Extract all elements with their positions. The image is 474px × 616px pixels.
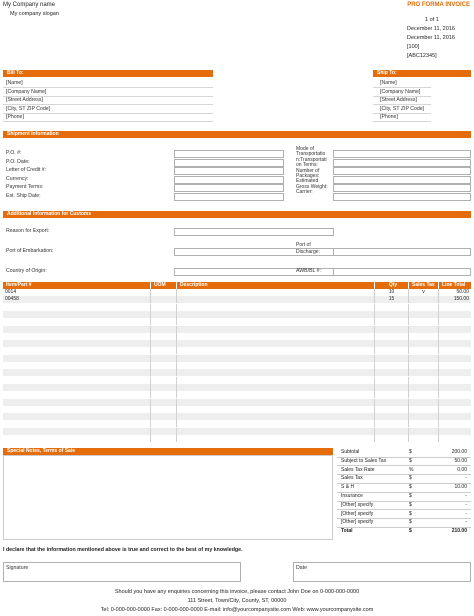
table-row [3, 435, 471, 442]
table-cell-desc[interactable] [177, 399, 375, 406]
col-uom: UOM [151, 282, 177, 289]
ship-to-line: [Name] [380, 80, 397, 86]
shipment-right-label: Estimated [296, 178, 319, 185]
ship-to-line: [Company Name] [380, 88, 421, 95]
totals-row [337, 528, 471, 536]
totals-label: S & H [341, 484, 355, 491]
table-cell-total[interactable] [439, 347, 471, 354]
table-cell-tax[interactable] [409, 377, 439, 384]
totals-value: - [465, 475, 467, 482]
date-field[interactable] [293, 562, 471, 582]
table-cell-desc[interactable] [177, 406, 375, 413]
table-cell-uom[interactable] [151, 362, 177, 369]
table-cell-desc[interactable] [177, 391, 375, 398]
table-cell-uom[interactable] [151, 413, 177, 420]
table-cell-item[interactable] [3, 326, 151, 333]
totals-label: [Other] specify [341, 501, 374, 508]
table-cell-desc[interactable] [177, 362, 375, 369]
table-cell-total[interactable] [439, 362, 471, 369]
table-cell-total[interactable] [439, 384, 471, 391]
col-sales-tax: Sales Tax [409, 282, 439, 289]
customs-right-input[interactable] [333, 268, 471, 276]
notes-header: Special Notes, Terms of Sale [3, 448, 333, 455]
table-cell-uom[interactable] [151, 355, 177, 362]
table-cell-qty[interactable]: 15 [375, 296, 409, 303]
shipment-right-label: Mode of [296, 146, 315, 152]
shipment-right-label: Carrier: [296, 189, 313, 196]
table-cell-qty[interactable] [375, 391, 409, 398]
table-cell-qty[interactable] [375, 399, 409, 406]
totals-label: Sales Tax Rate [341, 466, 375, 473]
table-cell-total[interactable] [439, 435, 471, 442]
totals-value: 50.00 [454, 457, 467, 464]
totals-value: 210.00 [451, 528, 467, 535]
totals-symbol: $ [409, 501, 412, 508]
table-cell-total[interactable] [439, 406, 471, 413]
table-cell-tax[interactable] [409, 428, 439, 435]
customs-label: Reason for Export: [6, 228, 50, 234]
totals-label: Insurance [341, 493, 363, 499]
table-cell-uom[interactable] [151, 391, 177, 398]
ship-to-header: Ship To: [373, 70, 471, 77]
bill-to-line: [Phone] [6, 114, 24, 121]
table-cell-total[interactable] [439, 340, 471, 347]
table-cell-qty[interactable] [375, 420, 409, 427]
totals-value: 200.00 [451, 449, 467, 455]
due-date: December 11, 2016 [407, 35, 455, 41]
declaration-text: I declare that the information mentioned above is true and correct to the best of my knowledge. [3, 547, 243, 553]
totals-value: - [465, 519, 467, 526]
page-number: 1 of 1 [425, 17, 439, 23]
table-cell-item[interactable] [3, 355, 151, 362]
table-row [3, 399, 471, 406]
customs-right-label: Discharge: [296, 249, 320, 255]
totals-value: - [465, 501, 467, 508]
shipment-label: Est. Ship Date: [6, 192, 41, 199]
table-row [3, 406, 471, 413]
table-cell-uom[interactable] [151, 369, 177, 376]
table-cell-item[interactable] [3, 420, 151, 427]
shipment-label: Payment Terms: [6, 184, 44, 190]
table-cell-total[interactable] [439, 333, 471, 340]
table-cell-qty[interactable]: 10 [375, 289, 409, 296]
footer-address: 111 Street, Town/City, County, ST, 00000 [187, 598, 287, 604]
totals-symbol: $ [409, 519, 412, 526]
table-cell-item[interactable] [3, 399, 151, 406]
table-cell-total[interactable] [439, 413, 471, 420]
table-cell-total[interactable]: 50.00 [456, 289, 469, 295]
table-cell-tax[interactable] [409, 413, 439, 420]
table-cell-item[interactable]: 00458 [3, 296, 151, 303]
table-cell-desc[interactable] [177, 304, 375, 311]
shipment-input[interactable] [174, 184, 284, 192]
table-cell-item[interactable] [3, 428, 151, 435]
totals-symbol: % [409, 466, 414, 473]
table-cell-desc[interactable] [177, 326, 375, 333]
totals-value: - [465, 510, 467, 517]
totals-symbol: $ [409, 510, 412, 517]
totals-label: Subject to Sales Tax [341, 457, 387, 464]
table-cell-uom[interactable] [151, 377, 177, 384]
table-cell-uom[interactable] [151, 333, 177, 340]
table-cell-tax[interactable] [409, 399, 439, 406]
table-cell-tax[interactable] [409, 326, 439, 333]
table-row [3, 347, 471, 354]
totals-row [337, 519, 471, 528]
table-cell-item[interactable] [3, 435, 151, 442]
table-cell-uom[interactable] [151, 384, 177, 391]
table-cell-item[interactable] [3, 362, 151, 369]
bill-to-line: [Name] [6, 80, 23, 86]
table-cell-total[interactable] [439, 428, 471, 435]
table-cell-item[interactable] [3, 333, 151, 340]
signature-field[interactable] [3, 562, 241, 582]
table-cell-uom[interactable] [151, 318, 177, 325]
table-cell-qty[interactable] [375, 326, 409, 333]
totals-row [337, 493, 471, 502]
totals-row [337, 502, 471, 511]
table-cell-tax[interactable] [409, 355, 439, 362]
shipment-right-label: n:Transportati [296, 156, 327, 163]
table-cell-tax[interactable] [409, 340, 439, 347]
table-row [3, 289, 471, 296]
shipment-right-label: on Terms: [296, 162, 318, 169]
table-cell-tax[interactable] [409, 304, 439, 311]
shipment-input[interactable] [174, 193, 284, 201]
table-cell-uom[interactable] [151, 399, 177, 406]
col-description: Description [177, 282, 375, 289]
table-cell-desc[interactable] [177, 296, 375, 303]
totals-row [337, 475, 471, 484]
shipment-label: Letter of Credit #: [6, 167, 47, 173]
shipment-label: P.O. #: [6, 150, 22, 156]
table-cell-item[interactable] [3, 406, 151, 413]
shipment-right-label: Transportatio [296, 151, 326, 158]
table-cell-total[interactable] [439, 318, 471, 325]
totals-row [337, 449, 471, 458]
table-cell-qty[interactable] [375, 377, 409, 384]
table-cell-qty[interactable] [375, 435, 409, 442]
table-row [3, 362, 471, 369]
bill-to-line: [City, ST ZIP Code] [6, 105, 51, 112]
table-cell-desc[interactable] [177, 413, 375, 420]
bill-to-line: [Company Name] [6, 88, 47, 95]
table-row [3, 311, 471, 318]
table-cell-tax[interactable] [409, 333, 439, 340]
table-cell-uom[interactable] [151, 420, 177, 427]
totals-row [337, 458, 471, 467]
table-cell-qty[interactable] [375, 311, 409, 318]
shipment-right-label: Packages: [296, 173, 320, 179]
table-cell-item[interactable] [3, 304, 151, 311]
totals-row [337, 467, 471, 476]
table-cell-qty[interactable] [375, 428, 409, 435]
totals-symbol: $ [409, 493, 412, 499]
table-cell-desc[interactable] [177, 333, 375, 340]
table-cell-desc[interactable] [177, 384, 375, 391]
table-cell-uom[interactable] [151, 435, 177, 442]
totals-row [337, 484, 471, 493]
table-cell-tax[interactable] [409, 391, 439, 398]
table-cell-qty[interactable] [375, 347, 409, 354]
table-cell-desc[interactable] [177, 420, 375, 427]
ship-to-line: [City, ST ZIP Code] [380, 105, 425, 112]
table-cell-qty[interactable] [375, 340, 409, 347]
customs-right-input[interactable] [333, 248, 471, 256]
customs-header: Additional Information for Customs [3, 211, 471, 218]
table-cell-tax[interactable] [409, 347, 439, 354]
table-cell-item[interactable] [3, 413, 151, 420]
table-cell-total[interactable] [439, 355, 471, 362]
table-row [3, 304, 471, 311]
table-cell-desc[interactable] [177, 340, 375, 347]
table-row [3, 428, 471, 435]
items-header-row [3, 282, 471, 289]
table-row [3, 355, 471, 362]
table-cell-item[interactable] [3, 377, 151, 384]
shipment-right-input[interactable] [333, 184, 471, 192]
shipment-label: Currency: [6, 175, 29, 182]
ship-to-line: [Phone] [380, 114, 398, 121]
shipment-right-input[interactable] [333, 150, 471, 158]
table-row [3, 377, 471, 384]
customs-right-label: AWB/BL #: [296, 268, 321, 274]
table-row [3, 340, 471, 347]
table-cell-desc[interactable] [177, 318, 375, 325]
ship-to-rule [373, 121, 431, 122]
table-cell-item[interactable] [3, 311, 151, 318]
shipment-right-label: Gross Weight: [296, 183, 328, 190]
table-cell-tax[interactable] [409, 435, 439, 442]
col-qty: Qty [375, 282, 409, 289]
table-cell-qty[interactable] [375, 304, 409, 311]
footer-contact: Should you have any enquiries concerning this invoice, please contact John Doe on 0-000-000-0000 [114, 589, 360, 595]
totals-symbol: $ [409, 457, 412, 464]
table-cell-qty[interactable] [375, 318, 409, 325]
shipment-right-input[interactable] [333, 167, 471, 175]
bill-to-line: [Street Address] [6, 97, 43, 104]
table-cell-desc[interactable] [177, 355, 375, 362]
table-cell-total[interactable] [439, 304, 471, 311]
shipment-header: Shipment Information [3, 131, 471, 138]
totals-label: [Other] specify [341, 519, 374, 526]
table-cell-tax[interactable] [409, 369, 439, 376]
table-cell-uom[interactable] [151, 347, 177, 354]
shipment-label: P.O. Date: [6, 158, 30, 165]
col-item: Item/Part # [3, 282, 151, 289]
table-row [3, 326, 471, 333]
table-cell-qty[interactable] [375, 362, 409, 369]
table-cell-tax[interactable] [409, 362, 439, 369]
totals-symbol: $ [409, 449, 412, 455]
company-name: My Company name [3, 2, 56, 8]
table-cell-tax[interactable] [409, 384, 439, 391]
invoice-number: [100] [407, 44, 420, 50]
table-row [3, 384, 471, 391]
table-cell-qty[interactable] [375, 384, 409, 391]
invoice-date: December 11, 2016 [407, 26, 455, 32]
customs-label: Port of Embarkation: [6, 248, 54, 254]
table-cell-tax[interactable] [409, 318, 439, 325]
shipment-right-input[interactable] [333, 159, 471, 167]
totals-value: - [465, 493, 467, 499]
customs-input[interactable] [174, 228, 334, 236]
shipment-right-input[interactable] [333, 193, 471, 201]
table-cell-uom[interactable] [151, 304, 177, 311]
customs-right-label: Port of [296, 242, 311, 248]
table-cell-total[interactable]: 150.00 [453, 296, 469, 303]
col-line-total: Line Total [442, 282, 466, 288]
table-cell-total[interactable] [439, 369, 471, 376]
table-row [3, 391, 471, 398]
notes-box[interactable] [3, 455, 333, 540]
footer-links: Tel: 0-000-000-0000 Fax: 0-000-000-0000 E-mail: info@yourcompanysite.com Web: www.yourcompanysite.com [100, 607, 374, 613]
table-row [3, 413, 471, 420]
table-cell-item[interactable] [3, 369, 151, 376]
table-row [3, 420, 471, 427]
date-label: Date [296, 565, 307, 571]
ship-to-line: [Street Address] [380, 97, 417, 104]
table-cell-desc[interactable] [177, 289, 375, 296]
table-cell-total[interactable] [439, 391, 471, 398]
table-cell-qty[interactable] [375, 355, 409, 362]
shipment-input[interactable] [174, 159, 284, 167]
signature-label: Signature [6, 565, 29, 571]
totals-value: 10.00 [454, 484, 467, 491]
table-cell-uom[interactable] [151, 311, 177, 318]
totals-value: 0.00 [457, 466, 467, 473]
totals-label: [Other] specify [341, 510, 374, 517]
table-row [3, 333, 471, 340]
customs-label: Country of Origin: [6, 268, 47, 274]
table-cell-tax[interactable] [409, 311, 439, 318]
shipment-right-label: Number of [296, 167, 320, 174]
table-cell-total[interactable] [439, 399, 471, 406]
table-cell-qty[interactable] [375, 413, 409, 420]
table-row [3, 318, 471, 325]
table-row [3, 296, 471, 303]
table-cell-uom[interactable] [151, 340, 177, 347]
table-cell-uom[interactable] [151, 406, 177, 413]
bill-to-rule [3, 121, 213, 122]
table-cell-uom[interactable] [151, 289, 177, 296]
totals-row [337, 511, 471, 520]
table-cell-desc[interactable] [177, 369, 375, 376]
company-slogan: My company slogan [10, 11, 59, 17]
table-cell-total[interactable] [439, 311, 471, 318]
totals-label: Subtotal [341, 449, 360, 455]
bill-to-rule [3, 113, 213, 114]
totals-symbol: $ [409, 475, 412, 482]
table-cell-desc[interactable] [177, 377, 375, 384]
table-cell-qty[interactable] [375, 333, 409, 340]
table-cell-qty[interactable] [375, 369, 409, 376]
shipment-input[interactable] [174, 167, 284, 175]
table-cell-item[interactable] [3, 391, 151, 398]
table-row [3, 369, 471, 376]
table-cell-uom[interactable] [151, 326, 177, 333]
table-cell-tax[interactable] [409, 420, 439, 427]
table-cell-item[interactable]: 0014 [3, 289, 151, 296]
table-cell-tax[interactable] [409, 296, 439, 303]
customer-id: [ABC12345] [407, 53, 437, 59]
table-cell-total[interactable] [439, 377, 471, 384]
table-cell-item[interactable] [3, 347, 151, 354]
table-cell-uom[interactable] [151, 296, 177, 303]
invoice-title: PRO FORMA INVOICE [407, 2, 470, 8]
table-cell-item[interactable] [3, 340, 151, 347]
table-cell-uom[interactable] [151, 428, 177, 435]
table-cell-total[interactable] [439, 326, 471, 333]
totals-symbol: $ [409, 484, 412, 491]
shipment-input[interactable] [174, 176, 284, 184]
shipment-right-input[interactable] [333, 176, 471, 184]
table-cell-desc[interactable] [177, 435, 375, 442]
totals-label: Sales Tax [341, 475, 363, 482]
totals-label: Total [341, 528, 353, 535]
table-cell-total[interactable] [439, 420, 471, 427]
table-cell-desc[interactable] [177, 311, 375, 318]
bill-to-header: Bill To: [3, 70, 213, 77]
table-cell-tax[interactable]: v [409, 289, 439, 296]
shipment-input[interactable] [174, 150, 284, 158]
table-cell-item[interactable] [3, 384, 151, 391]
totals-symbol: $ [409, 528, 412, 535]
table-cell-item[interactable] [3, 318, 151, 325]
table-cell-qty[interactable] [375, 406, 409, 413]
table-cell-tax[interactable] [409, 406, 439, 413]
table-cell-desc[interactable] [177, 347, 375, 354]
table-cell-desc[interactable] [177, 428, 375, 435]
